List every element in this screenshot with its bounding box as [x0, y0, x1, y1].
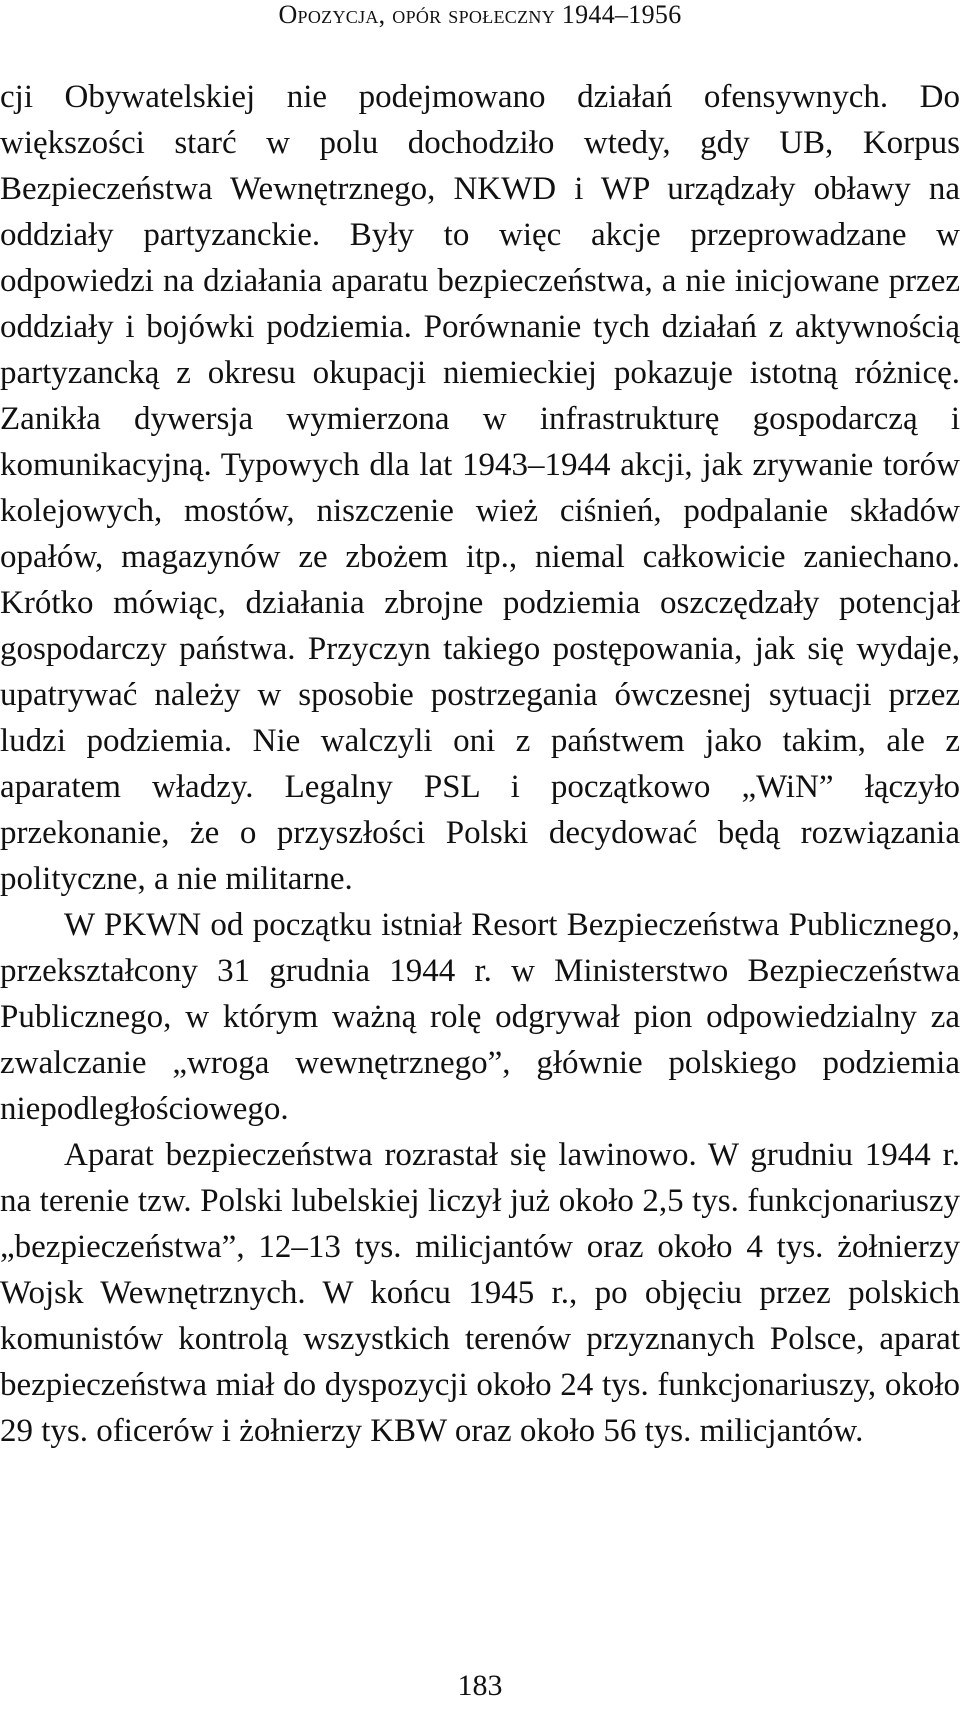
- running-head: Opozycja, opór społeczny 1944–1956: [278, 0, 682, 29]
- page-body: [0, 74, 960, 1454]
- page-number: 183: [457, 1669, 503, 1702]
- paragraph-continued: cji Obywatelskiej nie podejmowano działań ofensywnych. Do większości starć w polu dochodziło wtedy, gdy UB, Korpus Bezpieczeństwa Wewnętrznego, NKWD i WP urządzały obławy na oddziały partyzanckie. Były to więc akcje przeprowadzane w odpowiedzi na działania aparatu bezpieczeństwa, a nie inicjowane przez oddziały i bojówki podziemia. Porównanie tych działań z aktywnością partyzancką z okresu okupacji niemieckiej pokazuje istotną różnicę. Zanikła dywersja wymierzona w infrastrukturę gospodarczą i komunikacyjną. Typowych dla lat 1943–1944 akcji, jak zrywanie torów kolejowych, mostów, niszczenie wież ciśnień, podpalanie składów opałów, magazynów ze zbożem itp., niemal całkowicie zaniechano. Krótko mówiąc, działania zbrojne podziemia oszczędzały potencjał gospodarczy państwa. Przyczyn takiego postępowania, jak się wydaje, upatrywać należy w sposobie postrzegania ówczesnej sytuacji przez ludzi podziemia. Nie walczyli oni z państwem jako takim, ale z aparatem władzy. Legalny PSL i początkowo „WiN” łączyło przekonanie, że o przyszłości Polski decydować będą rozwiązania polityczne, a nie militarne.: [0, 79, 960, 897]
- paragraph-pkwn: W PKWN od początku istniał Resort Bezpieczeństwa Publicznego, przekształcony 31 grudnia 1944 r. w Ministerstwo Bezpieczeństwa Publicznego, w którym ważną rolę odgrywał pion odpowiedzialny za zwalczanie „wroga wewnętrznego”, głównie polskiego podziemia niepodległościowego.: [0, 907, 960, 1127]
- paragraph-security-apparatus: Aparat bezpieczeństwa rozrastał się lawinowo. W grudniu 1944 r. na terenie tzw. Polski lubelskiej liczył już około 2,5 tys. funkcjonariuszy „bezpieczeństwa”, 12–13 tys. milicjantów oraz około 4 tys. żołnierzy Wojsk Wewnętrznych. W końcu 1945 r., po objęciu przez polskich komunistów kontrolą wszystkich terenów przyznanych Polsce, aparat bezpieczeństwa miał do dyspozycji około 24 tys. funkcjonariuszy, około 29 tys. oficerów i żołnierzy KBW oraz około 56 tys. milicjantów.: [0, 1137, 960, 1449]
